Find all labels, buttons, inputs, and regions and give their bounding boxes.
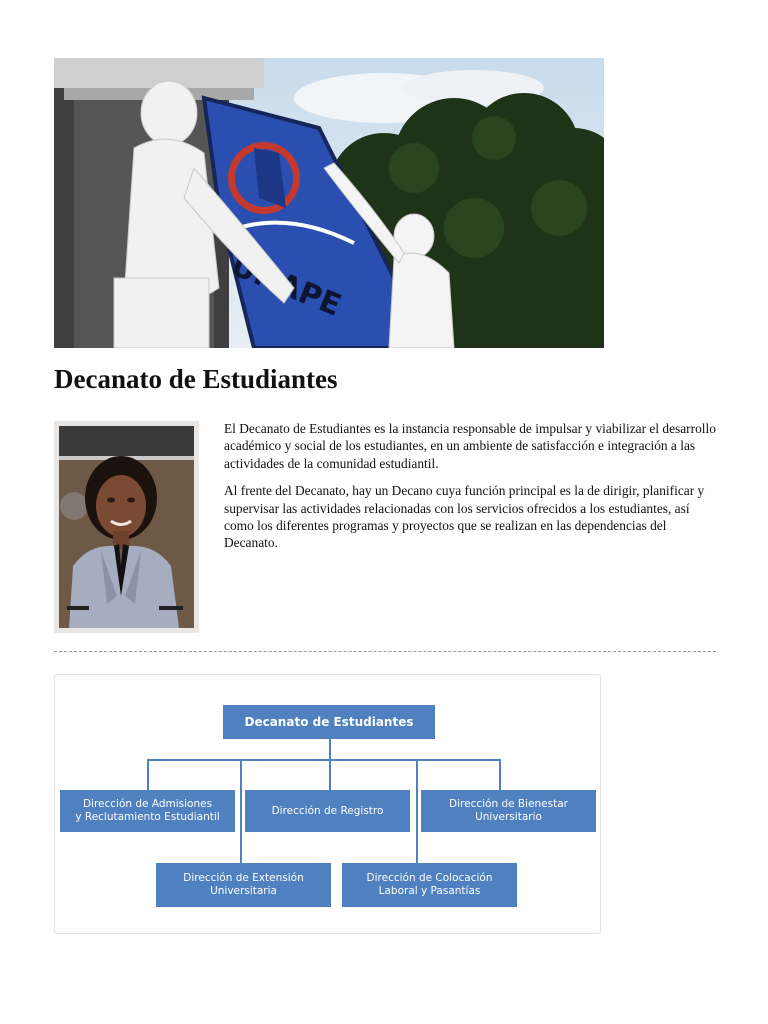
org-admisiones-line1: Dirección de Admisiones bbox=[82, 798, 213, 810]
connector-admisiones bbox=[147, 759, 149, 790]
statue-illustration bbox=[54, 58, 604, 348]
org-extension-line1: Dirección de Extensión bbox=[183, 872, 304, 884]
connector-registro bbox=[329, 759, 331, 790]
connector-extension bbox=[240, 759, 242, 863]
page-title: Decanato de Estudiantes bbox=[54, 364, 338, 394]
org-extension-box bbox=[156, 863, 331, 907]
org-bienestar-line1: Dirección de Bienestar bbox=[449, 798, 568, 810]
org-chart bbox=[54, 674, 601, 934]
connector-root-down bbox=[329, 739, 331, 760]
section-divider bbox=[54, 651, 716, 652]
intro-text bbox=[224, 420, 718, 562]
connector-horizontal bbox=[147, 759, 501, 761]
org-extension-line2: Universitaria bbox=[210, 885, 277, 897]
connector-colocacion bbox=[416, 759, 418, 863]
hero-photo bbox=[54, 58, 604, 348]
org-colocacion-box bbox=[342, 863, 517, 907]
org-registro-box bbox=[245, 790, 410, 832]
org-root-label: Decanato de Estudiantes bbox=[244, 714, 414, 729]
connector-bienestar bbox=[499, 759, 501, 790]
portrait-frame bbox=[54, 421, 199, 633]
org-root-box bbox=[223, 705, 435, 739]
org-admisiones-box bbox=[60, 790, 235, 832]
org-admisiones-line2: y Reclutamiento Estudiantil bbox=[75, 811, 220, 823]
paragraph-1: El Decanato de Estudiantes es la instancia responsable de impulsar y viabilizar el desarrollo académico y social de los estudiantes, en un ambiente de satisfacción e integración a las actividades de la comunidad estudiantil. bbox=[224, 421, 716, 471]
org-bienestar-box bbox=[421, 790, 596, 832]
org-registro-label: Dirección de Registro bbox=[271, 804, 384, 817]
paragraph-2: Al frente del Decanato, hay un Decano cuya función principal es la de dirigir, planificar y supervisar las actividades relacionadas con los servicios ofrecidos a los estudiantes, así como los diferentes programas y proyectos que se realizan en las dependencias del Decanato. bbox=[224, 483, 705, 551]
org-colocacion-line1: Dirección de Colocación bbox=[366, 872, 493, 884]
org-colocacion-line2: Laboral y Pasantías bbox=[378, 885, 481, 897]
org-bienestar-line2: Universitario bbox=[475, 811, 542, 823]
dean-portrait bbox=[59, 426, 194, 628]
